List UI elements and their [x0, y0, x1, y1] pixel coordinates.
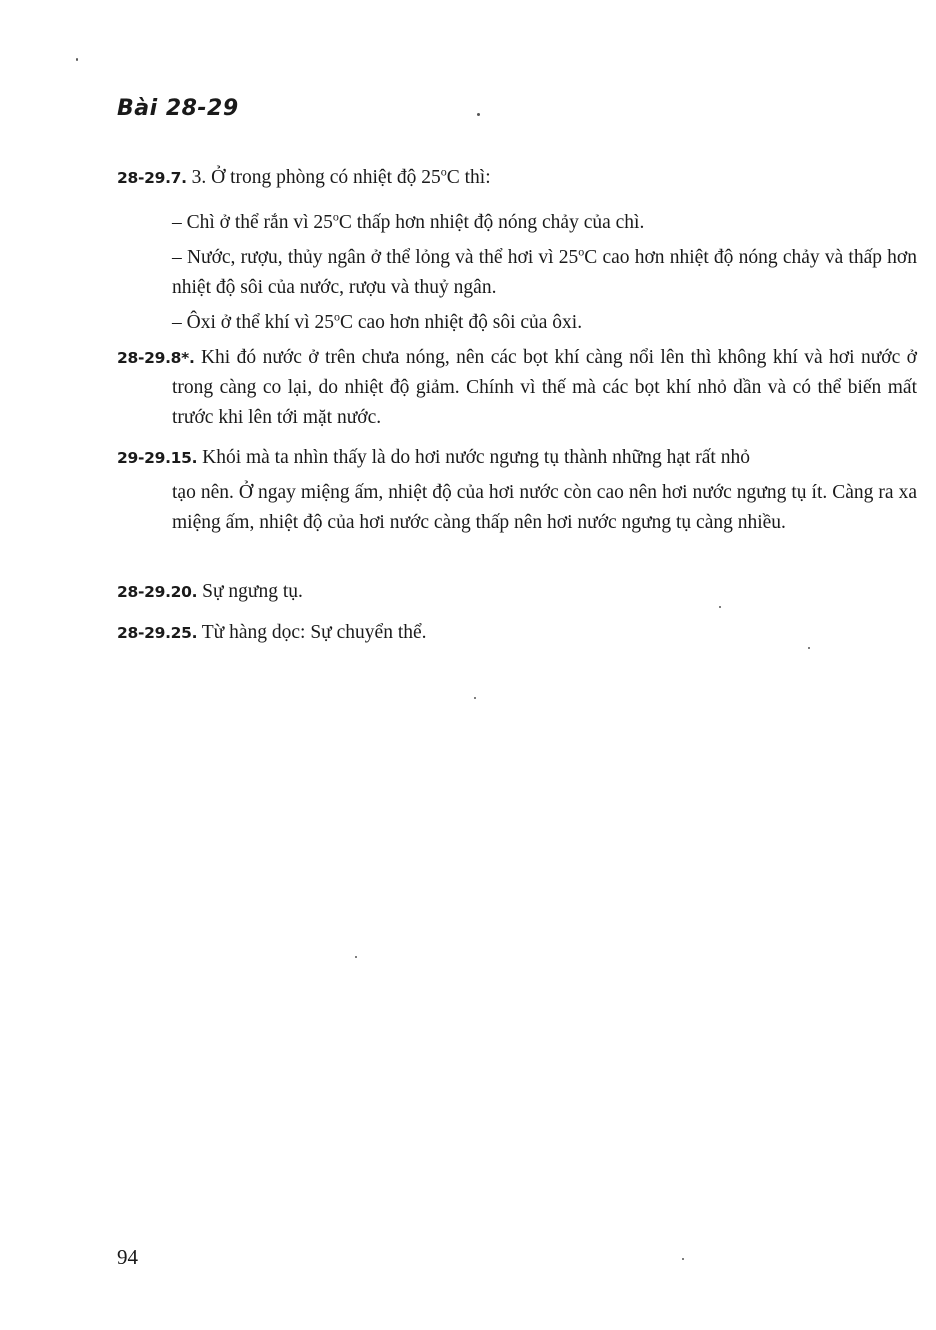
scan-speck: [76, 58, 78, 61]
scan-speck: [719, 606, 721, 608]
answer-28-29-7: [117, 163, 917, 193]
page-number: 94: [117, 1245, 138, 1269]
answer-intro-text-end: C thì:: [446, 167, 491, 188]
answer-item-oxygen: [172, 308, 917, 338]
degree-symbol: o: [333, 309, 340, 324]
item-text-end: C cao hơn nhiệt độ sôi của ôxi.: [339, 312, 583, 333]
lesson-heading: Bài 28-29: [117, 96, 239, 121]
answer-item-lead: [172, 208, 917, 238]
answer-28-29-20: [117, 577, 917, 607]
answer-number: 28-29.20.: [117, 583, 198, 601]
answer-text: Sự ngưng tụ.: [197, 581, 303, 602]
answer-29-29-15: [117, 443, 917, 538]
scan-speck: [474, 697, 476, 699]
item-text-end: C thấp hơn nhiệt độ nóng chảy của chì.: [338, 212, 645, 233]
answer-first-line: [117, 443, 917, 473]
answer-28-29-8: [117, 343, 917, 433]
item-text-end: C cao hơn nhiệt độ nóng chảy và thấp hơn nhiệt độ sôi của nước, rượu và thuỷ ngân.: [172, 247, 917, 298]
answer-number: 28-29.8*.: [117, 349, 195, 367]
item-text: – Chì ở thể rắn vì 25: [172, 212, 333, 233]
scan-speck: [808, 647, 810, 649]
answer-number: 29-29.15.: [117, 449, 198, 467]
answer-text: Khói mà ta nhìn thấy là do hơi nước ngưng tụ thành những hạt rất nhỏ: [197, 447, 750, 468]
answer-intro-text: 3. Ở trong phòng có nhiệt độ 25: [186, 167, 441, 188]
scan-speck: [355, 956, 357, 958]
item-text: – Ôxi ở thể khí vì 25: [172, 312, 334, 333]
answer-number: 28-29.7.: [117, 169, 187, 187]
degree-symbol: o: [578, 244, 585, 259]
item-text: – Nước, rượu, thủy ngân ở thể lỏng và thể hơi vì 25: [172, 247, 579, 268]
answer-body: [117, 343, 917, 433]
answer-text: Khi đó nước ở trên chưa nóng, nên các bọt khí càng nổi lên thì không khí và hơi nước ở trong càng co lại, do nhiệt độ giảm. Chính vì thế mà các bọt khí nhỏ dần và có thể biến mất trước khi lên tới mặt nước.: [172, 347, 917, 428]
scan-speck: [682, 1258, 684, 1260]
answer-item-liquids: [172, 243, 917, 303]
degree-symbol: o: [332, 209, 339, 224]
answer-number: 28-29.25.: [117, 624, 198, 642]
scan-speck: [477, 113, 480, 116]
degree-symbol: o: [440, 164, 447, 179]
answer-text: Từ hàng dọc: Sự chuyển thể.: [197, 622, 427, 643]
answer-continuation: tạo nên. Ở ngay miệng ấm, nhiệt độ của hơi nước còn cao nên hơi nước ngưng tụ ít. Càng ra xa miệng ấm, nhiệt độ của hơi nước càng thấp nên hơi nước ngưng tụ càng nhiều.: [172, 482, 917, 533]
answer-28-29-25: [117, 618, 917, 648]
